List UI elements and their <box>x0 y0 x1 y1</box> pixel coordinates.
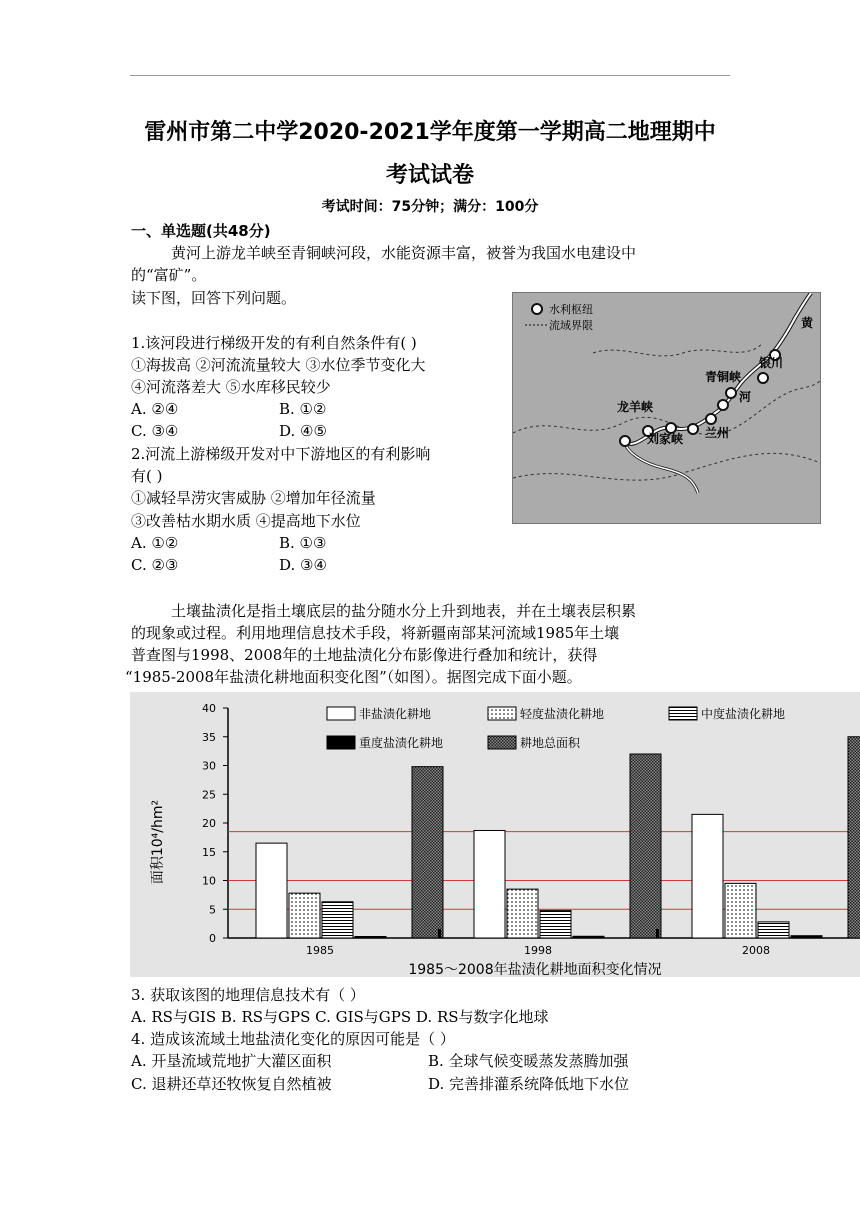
q2-choice-c: C. ②③ <box>131 556 179 574</box>
exam-info: 考试时间：75分钟；满分：100分 <box>321 199 539 215</box>
q3-stem: 3. 获取该图的地理信息技术有（ ） <box>131 986 365 1004</box>
y-tick-label: 5 <box>209 903 216 917</box>
q2-options-line2: ③改善枯水期水质 ④提高地下水位 <box>131 512 361 530</box>
bar <box>725 883 756 938</box>
bar <box>355 937 386 939</box>
y-tick-label: 40 <box>202 702 216 715</box>
y-tick-label: 20 <box>202 817 216 830</box>
x-tick-label: 1985 <box>306 944 334 957</box>
passage1-line3: 读下图，回答下列问题。 <box>131 289 297 307</box>
q2-stem-line1: 2.河流上游梯级开发对中下游地区的有利影响 <box>131 445 431 463</box>
q4-choice-d: D. 完善排灌系统降低地下水位 <box>428 1075 630 1093</box>
bar <box>256 843 287 938</box>
legend-label: 非盐渍化耕地 <box>359 707 432 721</box>
passage2-line3: 普查图与1998、2008年的土地盐渍化分布影像进行叠加和统计，获得 <box>131 646 598 664</box>
q2-choice-b: B. ①③ <box>279 534 327 552</box>
legend-swatch <box>488 707 516 720</box>
page-title-line2: 考试试卷 <box>385 163 474 188</box>
bar <box>630 754 661 938</box>
label-qingtongxia: 青铜峡 <box>705 370 742 384</box>
label-lanzhou: 兰州 <box>705 426 730 440</box>
y-tick-label: 30 <box>202 759 216 773</box>
passage2-line2: 的现象或过程。利用地理信息技术手段，将新疆南部某河流域1985年土壤 <box>131 624 620 642</box>
legend-label: 中度盐渍化耕地 <box>701 707 786 721</box>
legend-swatch <box>488 736 516 749</box>
bar <box>412 767 443 938</box>
chart-ylabel: 面积10⁴/hm² <box>150 799 166 885</box>
q2-options-line1: ①减轻旱涝灾害威胁 ②增加年径流量 <box>131 489 376 507</box>
bar <box>692 814 723 938</box>
label-huang: 黄 <box>801 316 814 330</box>
page-title-line1: 雷州市第二中学2020-2021学年度第一学期高二地理期中 <box>144 120 716 145</box>
label-liujiaxia: 刘家峡 <box>647 432 684 446</box>
bar <box>791 936 822 938</box>
bar <box>573 936 604 938</box>
chart-svg <box>130 692 860 977</box>
q1-choice-a: A. ②④ <box>131 400 179 418</box>
legend-swatch <box>327 707 355 720</box>
x-separator-tick <box>438 929 441 938</box>
passage1-line1: 黄河上游龙羊峡至青铜峡河段，水能资源丰富，被誉为我国水电建设中 <box>171 244 637 262</box>
y-tick-label: 25 <box>202 788 216 802</box>
section-heading: 一、单选题(共48分) <box>131 222 271 240</box>
bar <box>507 889 538 938</box>
legend-swatch <box>669 707 697 720</box>
legend-swatch <box>327 736 355 749</box>
legend-boundary-label: 流域界限 <box>549 319 593 332</box>
q4-choice-a: A. 开垦流域荒地扩大灌区面积 <box>131 1052 332 1070</box>
header-rule <box>130 75 730 76</box>
label-yinchuan: 银川 <box>759 356 784 370</box>
bar <box>322 902 353 938</box>
y-tick-label: 15 <box>202 845 216 859</box>
q1-options-line2: ④河流落差大 ⑤水库移民较少 <box>131 378 331 396</box>
y-tick-label: 10 <box>202 874 216 888</box>
legend-label: 重度盐渍化耕地 <box>359 736 444 750</box>
q2-choice-a: A. ①② <box>131 534 179 552</box>
q1-choice-c: C. ③④ <box>131 422 179 440</box>
x-tick-label: 1998 <box>524 944 552 957</box>
label-longyangxia: 龙羊峡 <box>617 400 654 414</box>
chart-title: 1985～2008年盐渍化耕地面积变化情况 <box>408 962 662 977</box>
map-graphic <box>513 293 820 523</box>
q1-stem: 1.该河段进行梯级开发的有利自然条件有( ) <box>131 334 417 352</box>
q1-choice-d: D. ④⑤ <box>279 422 327 440</box>
passage1-line2: 的“富矿”。 <box>131 266 207 284</box>
q4-choice-c: C. 退耕还草还牧恢复自然植被 <box>131 1075 332 1093</box>
salinization-chart <box>130 692 860 977</box>
bar <box>540 910 571 938</box>
passage2-line1: 土壤盐渍化是指土壤底层的盐分随水分上升到地表，并在土壤表层积累 <box>171 602 637 620</box>
bar <box>848 737 860 938</box>
bar <box>758 922 789 938</box>
bar <box>289 893 320 938</box>
q3-options: A. RS与GIS B. RS与GPS C. GIS与GPS D. RS与数字化地球 <box>131 1008 549 1026</box>
q2-stem-line2: 有( ) <box>131 467 163 485</box>
q2-choice-d: D. ③④ <box>279 556 327 574</box>
yellow-river-map <box>512 292 821 524</box>
q1-options-line1: ①海拔高 ②河流流量较大 ③水位季节变化大 <box>131 356 426 374</box>
passage2-line4: “1985-2008年盐渍化耕地面积变化图”（如图）。据图完成下面小题。 <box>125 668 582 686</box>
bar <box>474 830 505 938</box>
label-he: 河 <box>739 390 752 404</box>
y-tick-label: 35 <box>202 730 216 744</box>
q4-choice-b: B. 全球气候变暖蒸发蒸腾加强 <box>428 1052 629 1070</box>
x-separator-tick <box>656 929 659 938</box>
q4-stem: 4. 造成该流域土地盐渍化变化的原因可能是（ ） <box>131 1030 455 1048</box>
legend-label: 耕地总面积 <box>520 736 581 750</box>
q1-choice-b: B. ①② <box>279 400 327 418</box>
legend-hydro-label: 水利枢纽 <box>549 303 593 316</box>
legend-label: 轻度盐渍化耕地 <box>520 707 605 721</box>
x-tick-label: 2008 <box>742 944 770 957</box>
y-tick-label: 0 <box>209 932 216 945</box>
